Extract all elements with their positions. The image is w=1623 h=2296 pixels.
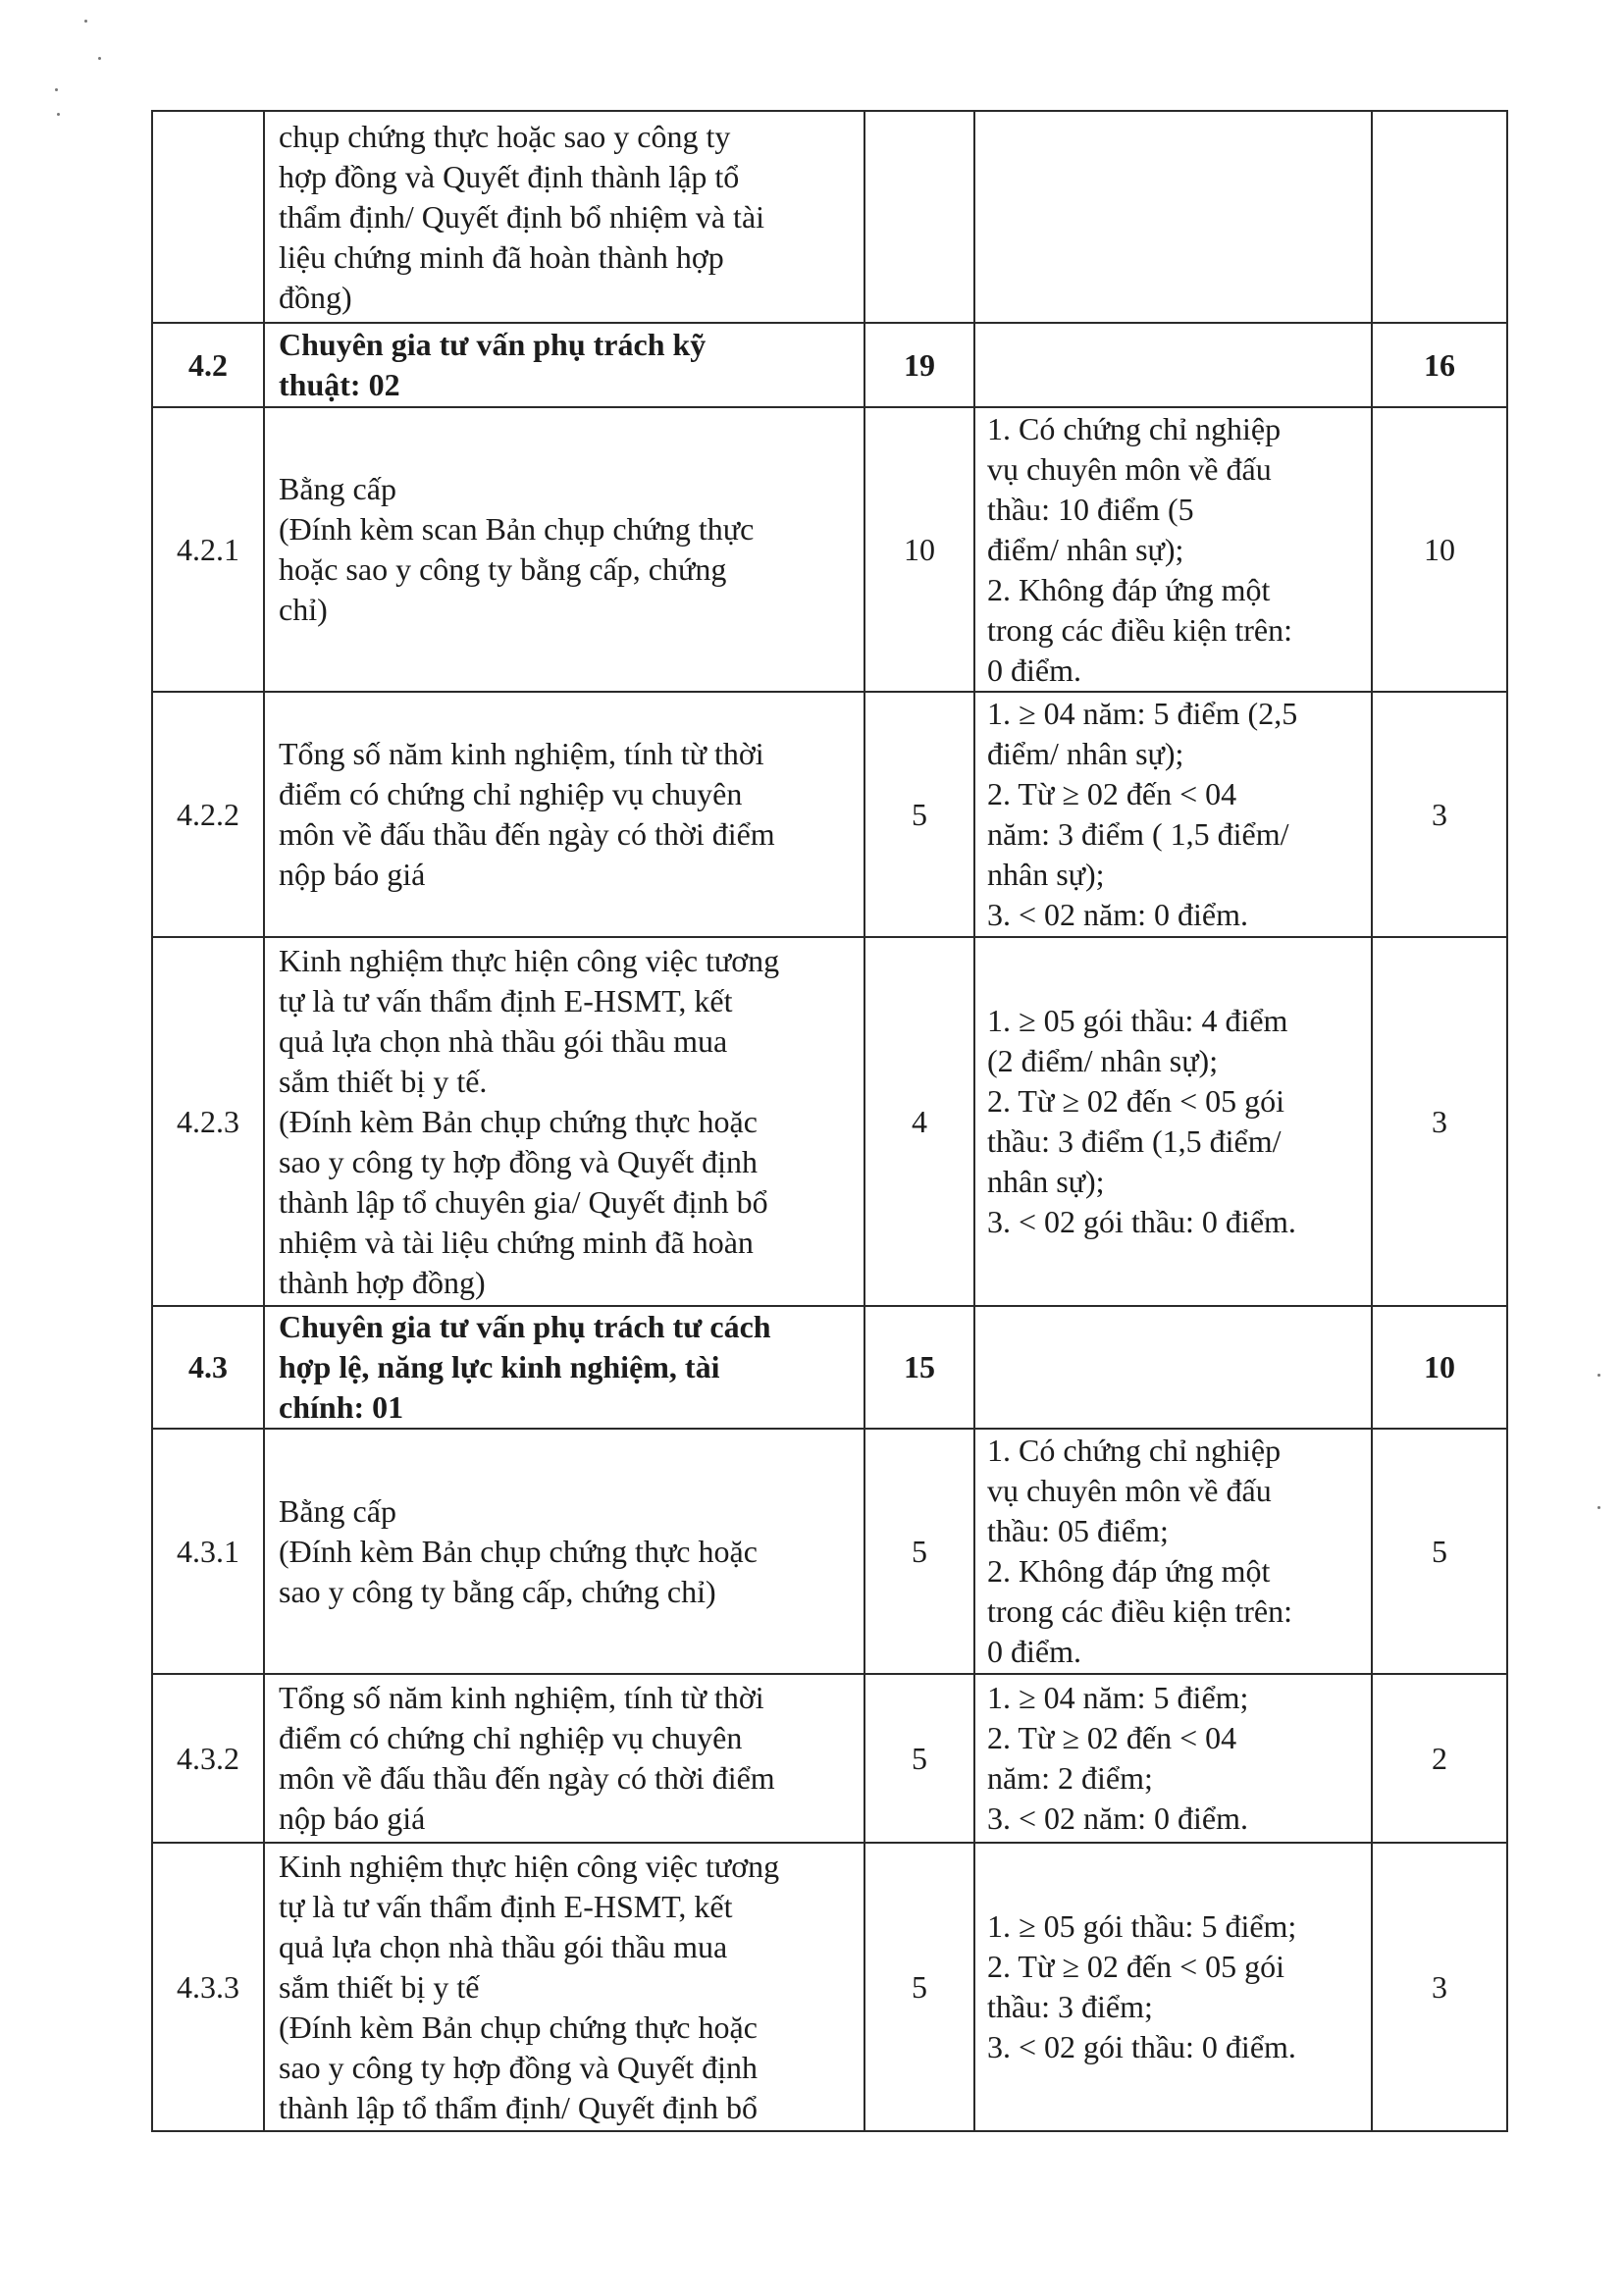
row-criteria: 1. Có chứng chỉ nghiệp vụ chuyên môn về đấu thầu: 10 điểm (5 điểm/ nhân sự); 2. Không đáp ứng một trong các điều kiện trên: 0 điểm.	[974, 407, 1372, 692]
row-max-score: 5	[864, 1843, 974, 2131]
row-score: 3	[1372, 1843, 1507, 2131]
row-max-score: 4	[864, 937, 974, 1306]
row-number: 4.3	[152, 1306, 264, 1429]
row-criteria: 1. ≥ 05 gói thầu: 5 điểm; 2. Từ ≥ 02 đến < 05 gói thầu: 3 điểm; 3. < 02 gói thầu: 0 điểm.	[974, 1843, 1372, 2131]
row-max-score: 10	[864, 407, 974, 692]
scan-speck	[84, 20, 87, 23]
table-row	[152, 1429, 1507, 1674]
row-criteria	[974, 323, 1372, 407]
table-row	[152, 1674, 1507, 1843]
row-content: Tổng số năm kinh nghiệm, tính từ thời điểm có chứng chỉ nghiệp vụ chuyên môn về đấu thầu đến ngày có thời điểm nộp báo giá	[264, 1674, 864, 1843]
scan-speck	[1597, 1506, 1600, 1509]
row-score: 10	[1372, 1306, 1507, 1429]
table-row	[152, 111, 1507, 323]
row-content: chụp chứng thực hoặc sao y công ty hợp đồng và Quyết định thành lập tổ thẩm định/ Quyết định bổ nhiệm và tài liệu chứng minh đã hoàn thành hợp đồng)	[264, 111, 864, 323]
row-criteria: 1. Có chứng chỉ nghiệp vụ chuyên môn về đấu thầu: 05 điểm; 2. Không đáp ứng một trong các điều kiện trên: 0 điểm.	[974, 1429, 1372, 1674]
evaluation-table	[151, 110, 1508, 2132]
table-row	[152, 692, 1507, 937]
row-number: 4.3.3	[152, 1843, 264, 2131]
row-number: 4.2.3	[152, 937, 264, 1306]
row-max-score: 5	[864, 1674, 974, 1843]
row-score: 2	[1372, 1674, 1507, 1843]
row-content: Chuyên gia tư vấn phụ trách tư cách hợp lệ, năng lực kinh nghiệm, tài chính: 01	[264, 1306, 864, 1429]
row-number: 4.2	[152, 323, 264, 407]
row-criteria: 1. ≥ 04 năm: 5 điểm; 2. Từ ≥ 02 đến < 04 năm: 2 điểm; 3. < 02 năm: 0 điểm.	[974, 1674, 1372, 1843]
row-max-score: 5	[864, 692, 974, 937]
row-criteria	[974, 111, 1372, 323]
row-criteria: 1. ≥ 05 gói thầu: 4 điểm (2 điểm/ nhân sự); 2. Từ ≥ 02 đến < 05 gói thầu: 3 điểm (1,5 điểm/ nhân sự); 3. < 02 gói thầu: 0 điểm.	[974, 937, 1372, 1306]
row-content: Chuyên gia tư vấn phụ trách kỹ thuật: 02	[264, 323, 864, 407]
row-number: 4.2.1	[152, 407, 264, 692]
row-max-score: 5	[864, 1429, 974, 1674]
row-score: 10	[1372, 407, 1507, 692]
row-max-score	[864, 111, 974, 323]
row-content: Bằng cấp (Đính kèm scan Bản chụp chứng thực hoặc sao y công ty bằng cấp, chứng chỉ)	[264, 407, 864, 692]
row-score: 5	[1372, 1429, 1507, 1674]
row-max-score: 19	[864, 323, 974, 407]
row-criteria	[974, 1306, 1372, 1429]
scan-speck	[98, 57, 101, 60]
row-score	[1372, 111, 1507, 323]
table-row	[152, 323, 1507, 407]
row-number: 4.3.2	[152, 1674, 264, 1843]
table-row	[152, 1843, 1507, 2131]
row-criteria: 1. ≥ 04 năm: 5 điểm (2,5 điểm/ nhân sự); 2. Từ ≥ 02 đến < 04 năm: 3 điểm ( 1,5 điểm/ nhân sự); 3. < 02 năm: 0 điểm.	[974, 692, 1372, 937]
row-number	[152, 111, 264, 323]
scan-speck	[57, 113, 60, 116]
row-number: 4.2.2	[152, 692, 264, 937]
row-score: 16	[1372, 323, 1507, 407]
row-content: Tổng số năm kinh nghiệm, tính từ thời điểm có chứng chỉ nghiệp vụ chuyên môn về đấu thầu đến ngày có thời điểm nộp báo giá	[264, 692, 864, 937]
table-row	[152, 1306, 1507, 1429]
scan-speck	[55, 88, 58, 91]
table-row	[152, 937, 1507, 1306]
table-row	[152, 407, 1507, 692]
row-content: Bằng cấp (Đính kèm Bản chụp chứng thực hoặc sao y công ty bằng cấp, chứng chỉ)	[264, 1429, 864, 1674]
row-score: 3	[1372, 937, 1507, 1306]
row-score: 3	[1372, 692, 1507, 937]
row-number: 4.3.1	[152, 1429, 264, 1674]
row-max-score: 15	[864, 1306, 974, 1429]
scan-speck	[1597, 1374, 1600, 1377]
row-content: Kinh nghiệm thực hiện công việc tương tự là tư vấn thẩm định E-HSMT, kết quả lựa chọn nhà thầu gói thầu mua sắm thiết bị y tế (Đính kèm Bản chụp chứng thực hoặc sao y công ty hợp đồng và Quyết định thành lập tổ thẩm định/ Quyết định bổ	[264, 1843, 864, 2131]
row-content: Kinh nghiệm thực hiện công việc tương tự là tư vấn thẩm định E-HSMT, kết quả lựa chọn nhà thầu gói thầu mua sắm thiết bị y tế. (Đính kèm Bản chụp chứng thực hoặc sao y công ty hợp đồng và Quyết định thành lập tổ chuyên gia/ Quyết định bổ nhiệm và tài liệu chứng minh đã hoàn thành hợp đồng)	[264, 937, 864, 1306]
